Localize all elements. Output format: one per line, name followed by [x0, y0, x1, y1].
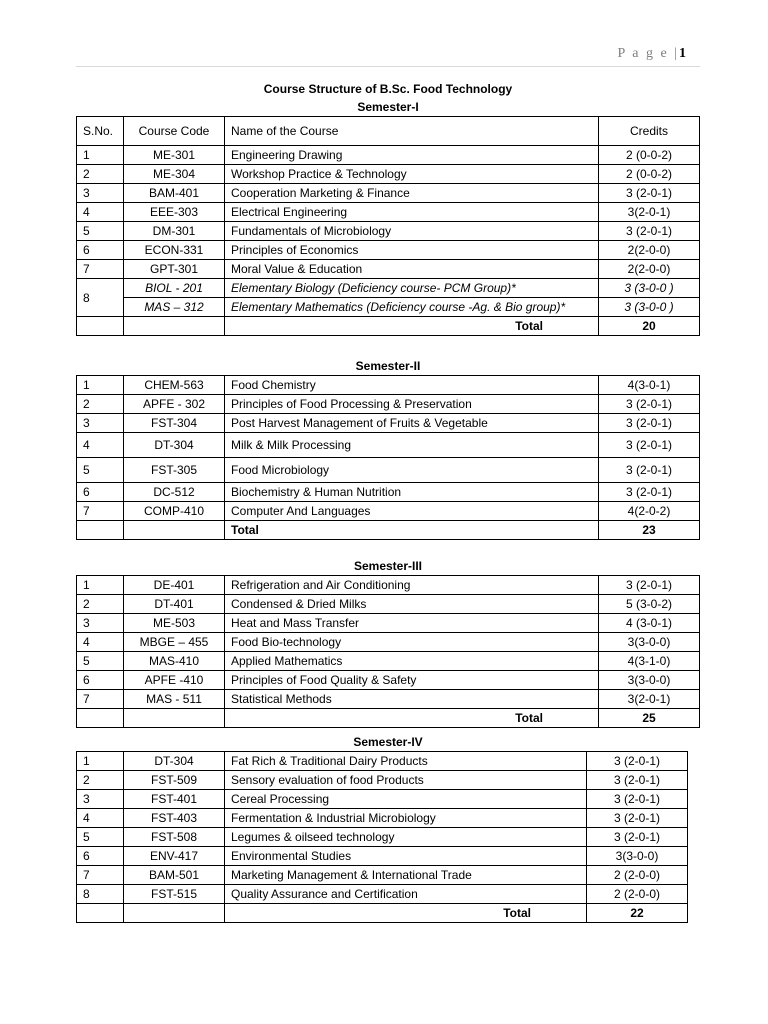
cell-sno: 2: [77, 771, 124, 790]
table-row: [77, 483, 700, 502]
cell-sno: 5: [77, 458, 124, 483]
cell-course-name: Post Harvest Management of Fruits & Vegetable: [225, 414, 599, 433]
table-row: [77, 690, 700, 709]
cell-course-name: Sensory evaluation of food Products: [225, 771, 587, 790]
cell-credits: 3 (2-0-1): [599, 184, 700, 203]
cell-sno: 2: [77, 395, 124, 414]
header-sno: S.No.: [77, 117, 124, 146]
cell-course-name: Food Bio-technology: [225, 633, 599, 652]
table-row: [77, 502, 700, 521]
cell-course-name: Engineering Drawing: [225, 146, 599, 165]
total-value: 23: [599, 521, 700, 540]
cell-credits: 4(3-1-0): [599, 652, 700, 671]
cell-credits: 3 (2-0-1): [599, 222, 700, 241]
cell-course-code: EEE-303: [124, 203, 225, 222]
cell-course-code: FST-508: [124, 828, 225, 847]
table-row: [77, 414, 700, 433]
cell-course-name: Principles of Food Quality & Safety: [225, 671, 599, 690]
total-row: [77, 904, 688, 923]
semester-3-table: [76, 575, 700, 728]
cell-course-code: DE-401: [124, 576, 225, 595]
cell-credits: 3 (2-0-1): [599, 414, 700, 433]
cell-course-name: Condensed & Dried Milks: [225, 595, 599, 614]
semester-1-title: Semester-I: [357, 100, 419, 114]
cell-course-name: Quality Assurance and Certification: [225, 885, 587, 904]
table-row: [77, 433, 700, 458]
cell-course-code: ECON-331: [124, 241, 225, 260]
cell-credits: 2 (2-0-0): [587, 885, 688, 904]
cell-course-name: Legumes & oilseed technology: [225, 828, 587, 847]
cell-course-code: BIOL - 201: [124, 279, 225, 298]
cell-credits: 2 (0-0-2): [599, 165, 700, 184]
cell-course-code: GPT-301: [124, 260, 225, 279]
cell-credits: 3(3-0-0): [587, 847, 688, 866]
cell-credits: 3(3-0-0): [599, 671, 700, 690]
cell-course-code: DC-512: [124, 483, 225, 502]
cell-sno: 6: [77, 241, 124, 260]
total-label: Total: [225, 709, 599, 728]
cell-credits: 5 (3-0-2): [599, 595, 700, 614]
cell-course-name: Cooperation Marketing & Finance: [225, 184, 599, 203]
table-row: [77, 652, 700, 671]
cell-credits: 2(2-0-0): [599, 260, 700, 279]
cell-course-code: FST-515: [124, 885, 225, 904]
cell-sno: 7: [77, 260, 124, 279]
header-credits: Credits: [599, 117, 700, 146]
cell-course-code: ME-503: [124, 614, 225, 633]
cell-credits: 3 (2-0-1): [587, 771, 688, 790]
table-row: [77, 165, 700, 184]
cell-course-code: FST-304: [124, 414, 225, 433]
cell-course-name: Principles of Economics: [225, 241, 599, 260]
cell-course-code: BAM-501: [124, 866, 225, 885]
cell-credits: 3 (2-0-1): [587, 790, 688, 809]
cell-credits: 3 (2-0-1): [599, 433, 700, 458]
table-row: [77, 595, 700, 614]
cell-credits: 3(2-0-1): [599, 203, 700, 222]
table-row: [77, 222, 700, 241]
cell-credits: 3 (2-0-1): [587, 809, 688, 828]
cell-course-name: Heat and Mass Transfer: [225, 614, 599, 633]
cell-credits: 2(2-0-0): [599, 241, 700, 260]
cell-course-name: Principles of Food Processing & Preservation: [225, 395, 599, 414]
table-row: [77, 184, 700, 203]
cell-course-code: DT-304: [124, 752, 225, 771]
cell-credits: 3 (2-0-1): [587, 752, 688, 771]
semester-2-table: [76, 375, 700, 540]
cell-sno: 8: [77, 279, 124, 317]
cell-credits: 3 (2-0-1): [599, 576, 700, 595]
cell-course-name: Environmental Studies: [225, 847, 587, 866]
cell-course-code: ME-301: [124, 146, 225, 165]
total-value: 25: [599, 709, 700, 728]
cell-course-code: MAS - 511: [124, 690, 225, 709]
table-row: [77, 866, 688, 885]
cell-course-code: APFE -410: [124, 671, 225, 690]
cell-course-code: DT-304: [124, 433, 225, 458]
table-row: [77, 809, 688, 828]
cell-course-name: Refrigeration and Air Conditioning: [225, 576, 599, 595]
cell-course-code: CHEM-563: [124, 376, 225, 395]
cell-sno: 4: [77, 809, 124, 828]
cell-credits: 3 (3-0-0 ): [599, 298, 700, 317]
table-row: [77, 614, 700, 633]
total-value: 20: [599, 317, 700, 336]
cell-sno: 4: [77, 433, 124, 458]
cell-course-code: MBGE – 455: [124, 633, 225, 652]
cell-sno: 7: [77, 690, 124, 709]
cell-sno: 4: [77, 203, 124, 222]
table-row: [77, 752, 688, 771]
cell-course-name: Elementary Biology (Deficiency course- PCM Group)*: [225, 279, 599, 298]
total-row: [77, 317, 700, 336]
cell-sno: 1: [77, 752, 124, 771]
cell-credits: 3 (3-0-0 ): [599, 279, 700, 298]
cell-course-code: DM-301: [124, 222, 225, 241]
semester-4-table: [76, 751, 688, 923]
cell-course-name: Food Microbiology: [225, 458, 599, 483]
table-row: [77, 671, 700, 690]
table-row: [77, 458, 700, 483]
cell-sno: 1: [77, 146, 124, 165]
table-row: [77, 298, 700, 317]
table-row: [77, 203, 700, 222]
cell-sno: 2: [77, 165, 124, 184]
cell-course-name: Statistical Methods: [225, 690, 599, 709]
table-row: [77, 790, 688, 809]
cell-sno: 5: [77, 222, 124, 241]
cell-sno: 4: [77, 633, 124, 652]
cell-course-code: BAM-401: [124, 184, 225, 203]
cell-course-code: ME-304: [124, 165, 225, 184]
cell-sno: 5: [77, 652, 124, 671]
semester-2-title: Semester-II: [355, 359, 421, 373]
total-value: 22: [587, 904, 688, 923]
cell-credits: 2 (2-0-0): [587, 866, 688, 885]
cell-sno: 7: [77, 866, 124, 885]
cell-credits: 4(3-0-1): [599, 376, 700, 395]
cell-course-code: DT-401: [124, 595, 225, 614]
cell-sno: 3: [77, 614, 124, 633]
table-row: [77, 279, 700, 298]
table-row: [77, 885, 688, 904]
cell-course-name: Workshop Practice & Technology: [225, 165, 599, 184]
cell-course-name: Elementary Mathematics (Deficiency course -Ag. & Bio group)*: [225, 298, 599, 317]
table-row: [77, 395, 700, 414]
cell-sno: 6: [77, 671, 124, 690]
cell-credits: 3 (2-0-1): [587, 828, 688, 847]
page-number: P a g e |1: [617, 46, 686, 61]
cell-credits: 4 (3-0-1): [599, 614, 700, 633]
cell-credits: 2 (0-0-2): [599, 146, 700, 165]
cell-sno: 6: [77, 483, 124, 502]
cell-course-name: Fat Rich & Traditional Dairy Products: [225, 752, 587, 771]
cell-course-code: MAS-410: [124, 652, 225, 671]
cell-course-code: COMP-410: [124, 502, 225, 521]
cell-credits: 3 (2-0-1): [599, 458, 700, 483]
table-header-row: [77, 117, 700, 146]
cell-course-name: Electrical Engineering: [225, 203, 599, 222]
total-label: Total: [225, 904, 587, 923]
cell-sno: 3: [77, 184, 124, 203]
cell-course-name: Applied Mathematics: [225, 652, 599, 671]
cell-course-name: Biochemistry & Human Nutrition: [225, 483, 599, 502]
document-title: Course Structure of B.Sc. Food Technology: [263, 82, 513, 96]
cell-course-code: FST-305: [124, 458, 225, 483]
total-row: [77, 709, 700, 728]
table-row: [77, 376, 700, 395]
cell-sno: 8: [77, 885, 124, 904]
cell-sno: 3: [77, 414, 124, 433]
cell-course-name: Marketing Management & International Trade: [225, 866, 587, 885]
header-course-code: Course Code: [124, 117, 225, 146]
cell-sno: 7: [77, 502, 124, 521]
cell-credits: 3(2-0-1): [599, 690, 700, 709]
cell-sno: 3: [77, 790, 124, 809]
cell-course-name: Fundamentals of Microbiology: [225, 222, 599, 241]
cell-sno: 2: [77, 595, 124, 614]
semester-1-table: [76, 116, 700, 336]
cell-credits: 3(3-0-0): [599, 633, 700, 652]
table-row: [77, 633, 700, 652]
cell-course-name: Moral Value & Education: [225, 260, 599, 279]
semester-4-title: Semester-IV: [353, 735, 423, 749]
cell-course-name: Computer And Languages: [225, 502, 599, 521]
cell-credits: 3 (2-0-1): [599, 395, 700, 414]
cell-course-name: Food Chemistry: [225, 376, 599, 395]
semester-3-title: Semester-III: [353, 559, 423, 573]
table-row: [77, 771, 688, 790]
cell-course-code: FST-403: [124, 809, 225, 828]
cell-credits: 3 (2-0-1): [599, 483, 700, 502]
table-row: [77, 146, 700, 165]
table-row: [77, 241, 700, 260]
cell-course-code: FST-401: [124, 790, 225, 809]
cell-course-code: FST-509: [124, 771, 225, 790]
total-row: [77, 521, 700, 540]
total-label: Total: [225, 521, 599, 540]
table-row: [77, 260, 700, 279]
cell-course-name: Cereal Processing: [225, 790, 587, 809]
header-course-name: Name of the Course: [225, 117, 599, 146]
cell-sno: 5: [77, 828, 124, 847]
cell-course-code: ENV-417: [124, 847, 225, 866]
cell-sno: 6: [77, 847, 124, 866]
table-row: [77, 847, 688, 866]
total-label: Total: [225, 317, 599, 336]
cell-course-code: MAS – 312: [124, 298, 225, 317]
table-row: [77, 828, 688, 847]
cell-sno: 1: [77, 576, 124, 595]
cell-sno: 1: [77, 376, 124, 395]
cell-course-code: APFE - 302: [124, 395, 225, 414]
cell-course-name: Milk & Milk Processing: [225, 433, 599, 458]
table-row: [77, 576, 700, 595]
cell-course-name: Fermentation & Industrial Microbiology: [225, 809, 587, 828]
page-header: [76, 44, 700, 67]
cell-credits: 4(2-0-2): [599, 502, 700, 521]
